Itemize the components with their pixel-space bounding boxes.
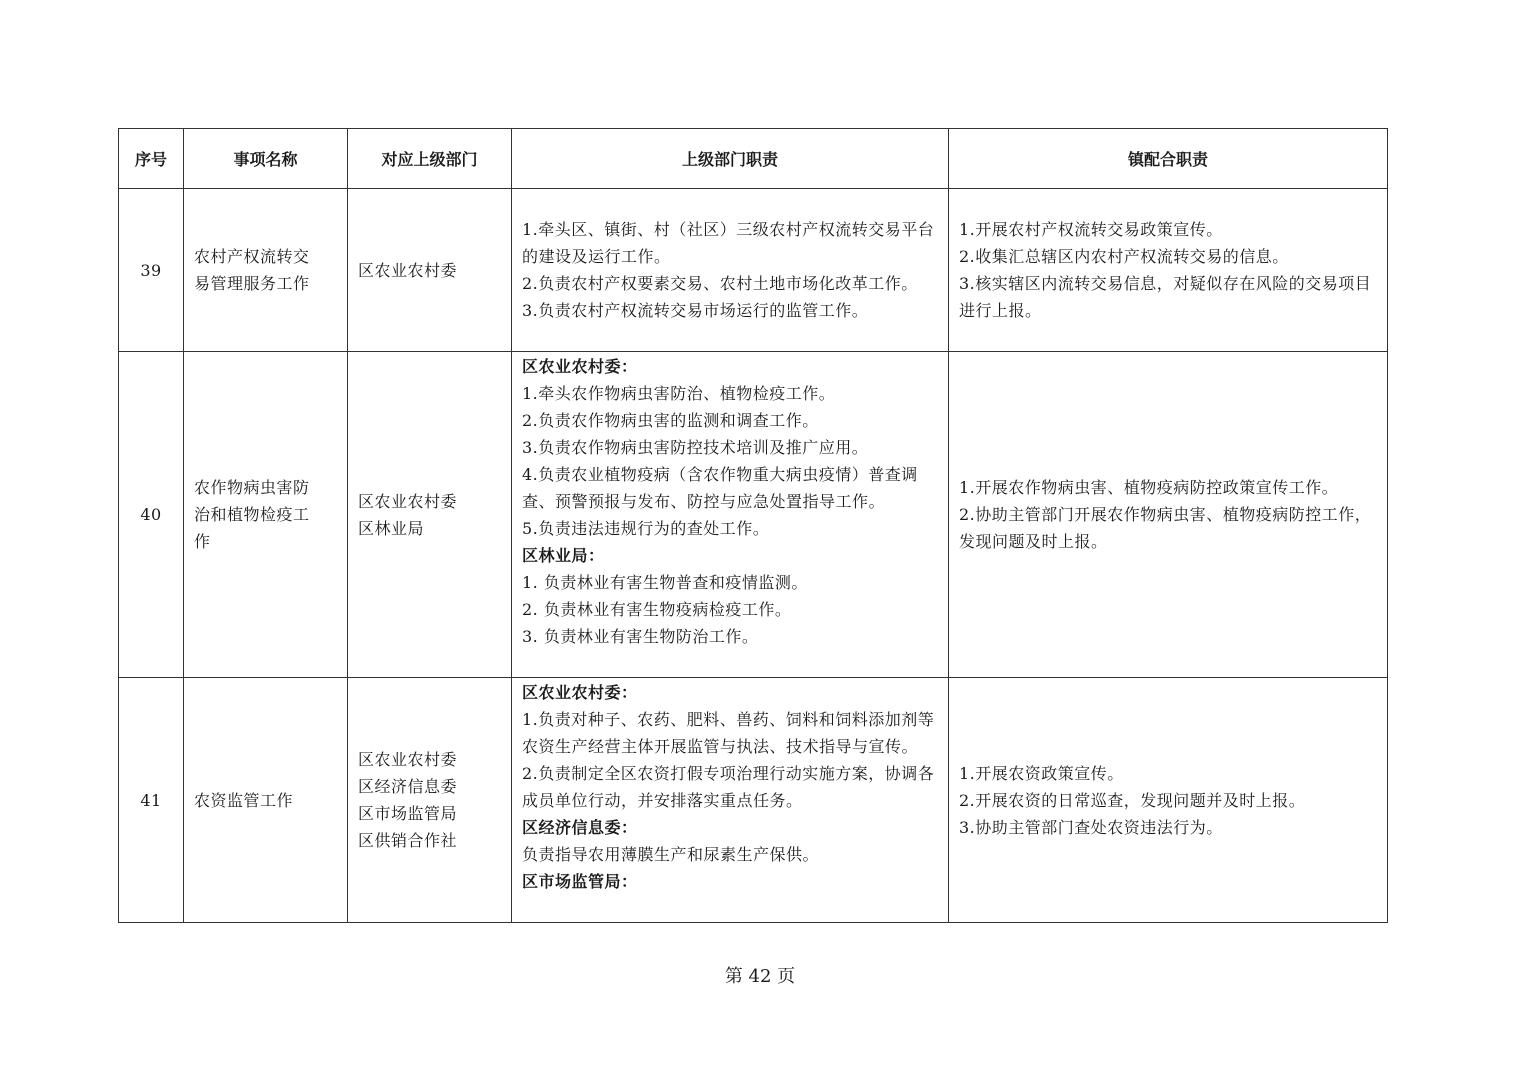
item-name-line: 作 [194,532,211,551]
duty-item: 3.负责农作物病虫害防控技术培训及推广应用。 [522,438,869,457]
dept-name: 区供销合作社 [358,831,458,850]
item-name-line: 农资监管工作 [194,790,294,810]
dept-name: 区农业农村委 [358,491,458,511]
duty-table [118,128,1388,923]
duty-item: 3.负责农村产权流转交易市场运行的监管工作。 [522,301,869,320]
duty-item: 2. 负责林业有害生物疫病检疫工作。 [522,600,792,619]
header-town-duties: 镇配合职责 [949,129,1388,189]
dept-name: 区林业局 [358,518,425,538]
header-upper-duties: 上级部门职责 [512,129,949,189]
dept-name: 区农业农村委 [358,750,458,769]
town-duty-item: 2.收集汇总辖区内农村产权流转交易的信息。 [959,247,1289,266]
row-number: 40 [119,352,184,678]
duty-item: 2.负责农作物病虫害的监测和调查工作。 [522,411,819,430]
header-no: 序号 [119,129,184,189]
town-duty-item: 2.协助主管部门开展农作物病虫害、植物疫病防控工作，发现问题及时上报。 [959,505,1372,551]
item-name-line: 治和植物检疫工 [194,505,310,524]
duty-section-heading: 区市场监管局： [522,872,638,891]
town-duty-item: 2.开展农资的日常巡查，发现问题并及时上报。 [959,790,1306,810]
duty-item: 1.牵头区、镇街、村（社区）三级农村产权流转交易平台的建设及运行工作。 [522,220,935,266]
duty-section-heading: 区农业农村委： [522,357,638,376]
item-name-line: 易管理服务工作 [194,274,310,293]
upper-duties-cell [512,352,949,678]
page-number: 第 42 页 [724,966,796,987]
dept-name: 区市场监管局 [358,804,458,823]
duty-item: 2.负责制定全区农资打假专项治理行动实施方案，协调各成员单位行动，并安排落实重点任务。 [522,764,935,810]
upper-dept-cell [348,678,512,923]
row-number: 41 [119,678,184,923]
dept-name: 区农业农村委 [358,260,458,280]
dept-name: 区经济信息委 [358,777,458,796]
duty-item: 5.负责违法违规行为的查处工作。 [522,519,770,538]
duty-item: 1. 负责林业有害生物普查和疫情监测。 [522,573,808,592]
duty-item: 负责指导农用薄膜生产和尿素生产保供。 [522,845,820,864]
town-duty-item: 1.开展农资政策宣传。 [959,763,1124,783]
item-name-cell [184,352,348,678]
table-header-row [119,129,1388,189]
duty-item: 2.负责农村产权要素交易、农村土地市场化改革工作。 [522,274,918,293]
duty-item: 3. 负责林业有害生物防治工作。 [522,627,759,646]
item-name-line: 农村产权流转交 [194,247,310,266]
table-row [119,678,1388,923]
duty-section-heading: 区林业局： [522,546,605,565]
upper-dept-cell [348,352,512,678]
duty-section-heading: 区经济信息委： [522,818,638,837]
header-item-name: 事项名称 [184,129,348,189]
table-body [119,189,1388,923]
upper-duties-cell [512,189,949,352]
town-duty-item: 1.开展农作物病虫害、植物疫病防控政策宣传工作。 [959,478,1339,497]
table-row [119,189,1388,352]
row-number: 39 [119,189,184,352]
town-duty-item: 3.协助主管部门查处农资违法行为。 [959,817,1223,837]
town-duty-item: 1.开展农村产权流转交易政策宣传。 [959,220,1223,239]
town-duties-cell [949,352,1388,678]
header-upper-dept: 对应上级部门 [348,129,512,189]
duty-item: 1.负责对种子、农药、肥料、兽药、饲料和饲料添加剂等农资生产经营主体开展监管与执法、技术指导与宣传。 [522,710,935,756]
duty-item: 1.牵头农作物病虫害防治、植物检疫工作。 [522,384,836,403]
item-name-cell [184,189,348,352]
upper-duties-cell [512,678,949,923]
table-row [119,352,1388,678]
duty-item: 4.负责农业植物疫病（含农作物重大病虫疫情）普查调查、预警预报与发布、防控与应急处置指导工作。 [522,465,918,511]
town-duties-cell [949,189,1388,352]
town-duties-cell [949,678,1388,923]
item-name-line: 农作物病虫害防 [194,478,310,497]
upper-dept-cell [348,189,512,352]
town-duty-item: 3.核实辖区内流转交易信息，对疑似存在风险的交易项目进行上报。 [959,274,1372,320]
duty-section-heading: 区农业农村委： [522,683,638,702]
item-name-cell [184,678,348,923]
